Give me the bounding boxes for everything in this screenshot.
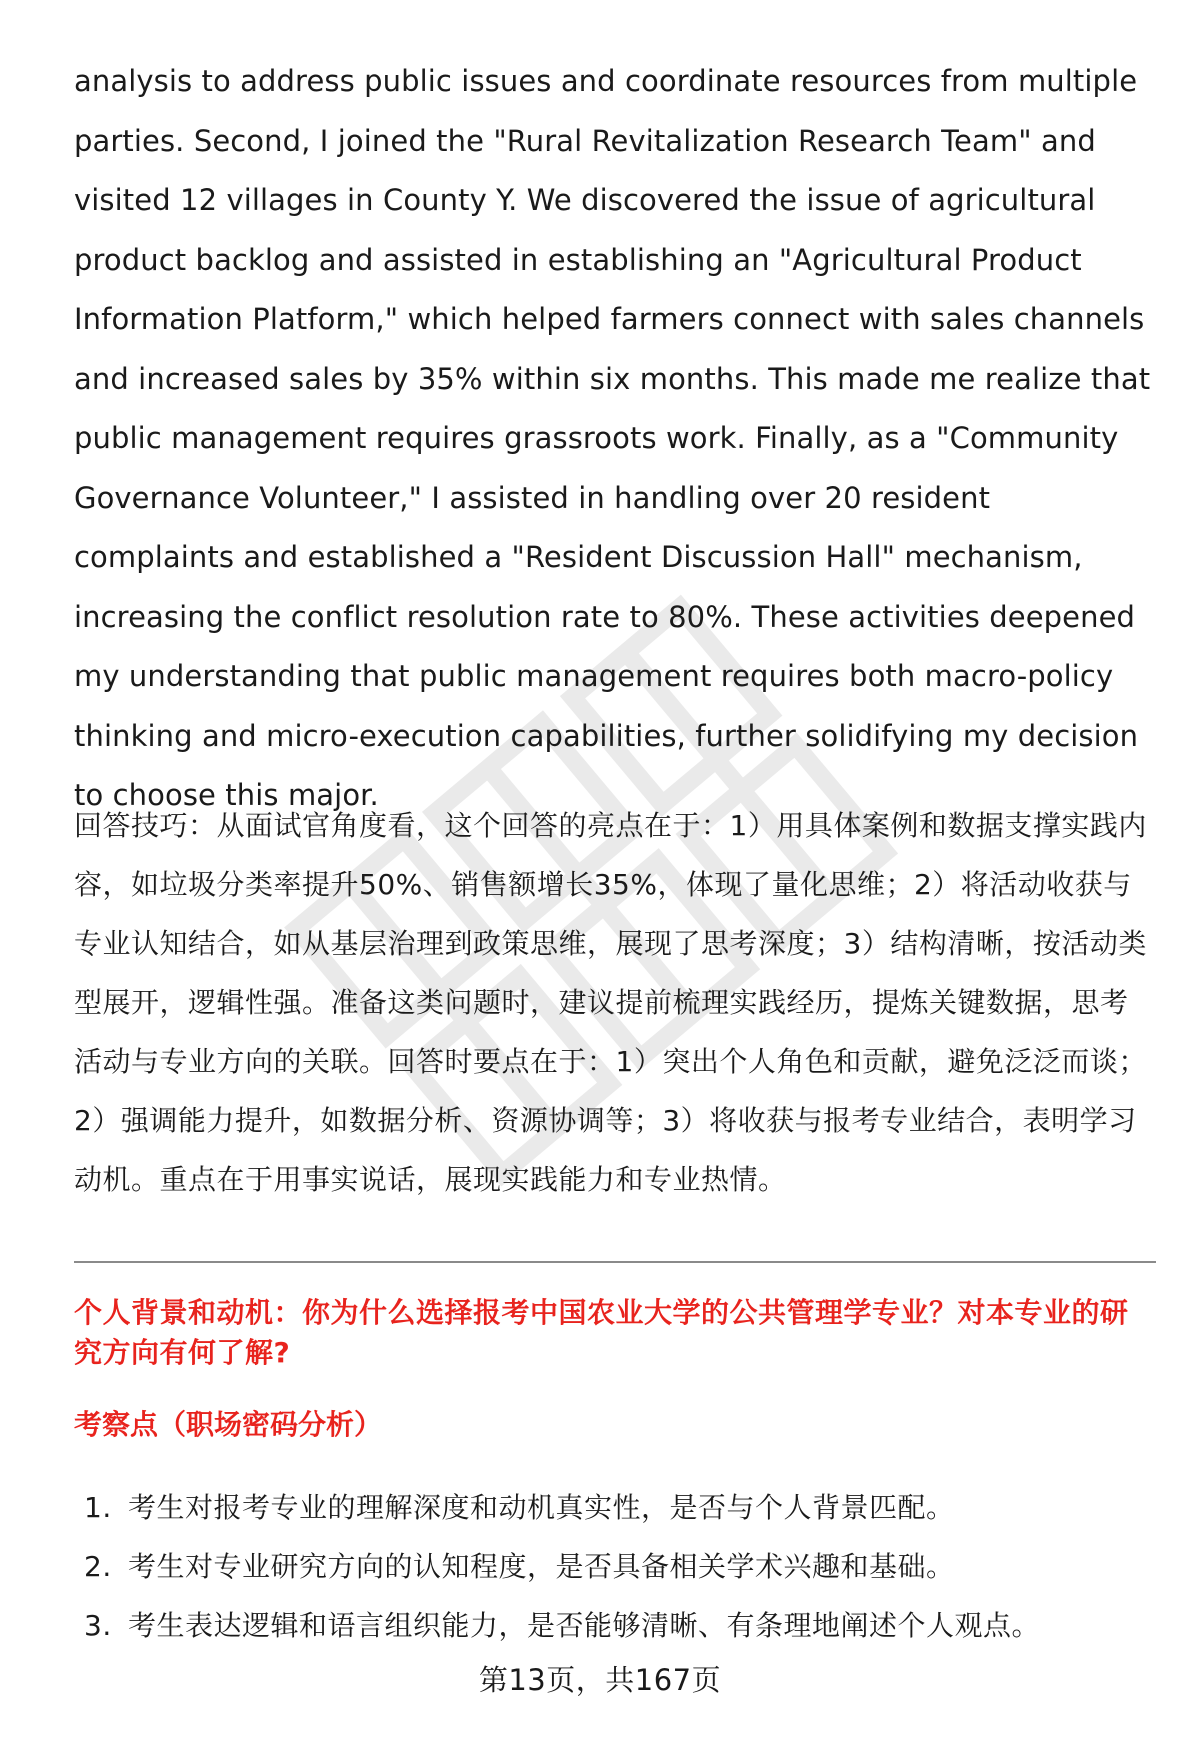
english-answer-paragraph: analysis to address public issues and coordinate resources from multiple parties. Second, I joined the "Rural Revitalization Research Team" and visited 12 villages in County Y. We discovered the issue of agricultural product backlog and assisted in establishing an "Agricultural Product Information Platform," which helped farmers connect with sales channels and increased sales by 35% within six months. This made me realize that public management requires grassroots work. Finally, as a "Community Governance Volunteer," I assisted in handling over 20 resident complaints and established a "Resident Discussion Hall" mechanism, increasing the conflict resolution rate to 80%. These activities deepened my understanding that public management requires both macro-policy thinking and micro-execution capabilities, further solidifying my decision to choose this major. — [74, 64, 1151, 812]
list-item — [74, 1596, 1156, 1655]
list-item-text: 考生对专业研究方向的认知程度，是否具备相关学术兴趣和基础。 — [128, 1550, 955, 1583]
list-item-number: 3. — [84, 1609, 112, 1642]
answer-tips-paragraph: 回答技巧：从面试官角度看，这个回答的亮点在于：1）用具体案例和数据支撑实践内容，如垃圾分类率提升50%、销售额增长35%，体现了量化思维；2）将活动收获与专业认知结合，如从基层治理到政策思维，展现了思考深度；3）结构清晰，按活动类型展开，逻辑性强。准备这类问题时，建议提前梳理实践经历，提炼关键数据，思考活动与专业方向的关联。回答时要点在于：1）突出个人角色和贡献，避免泛泛而谈；2）强调能力提升，如数据分析、资源协调等；3）将收获与报考专业结合，表明学习动机。重点在于用事实说话，展现实践能力和专业热情。 — [74, 809, 1147, 1196]
question-heading: 个人背景和动机：你为什么选择报考中国农业大学的公共管理学专业？对本专业的研究方向有何了解? — [74, 1296, 1129, 1369]
page-number-footer: 第13页，共167页 — [478, 1663, 722, 1697]
assessment-points-list — [74, 1478, 1156, 1655]
list-item-text: 考生对报考专业的理解深度和动机真实性，是否与个人背景匹配。 — [128, 1491, 955, 1524]
list-item — [74, 1478, 1156, 1537]
list-item-number: 2. — [84, 1550, 112, 1583]
section-divider — [74, 1261, 1156, 1263]
list-item-number: 1. — [84, 1491, 112, 1524]
list-item — [74, 1537, 1156, 1596]
assessment-points-heading: 考察点（职场密码分析） — [74, 1408, 383, 1441]
list-item-text: 考生表达逻辑和语言组织能力，是否能够清晰、有条理地阐述个人观点。 — [128, 1609, 1041, 1642]
